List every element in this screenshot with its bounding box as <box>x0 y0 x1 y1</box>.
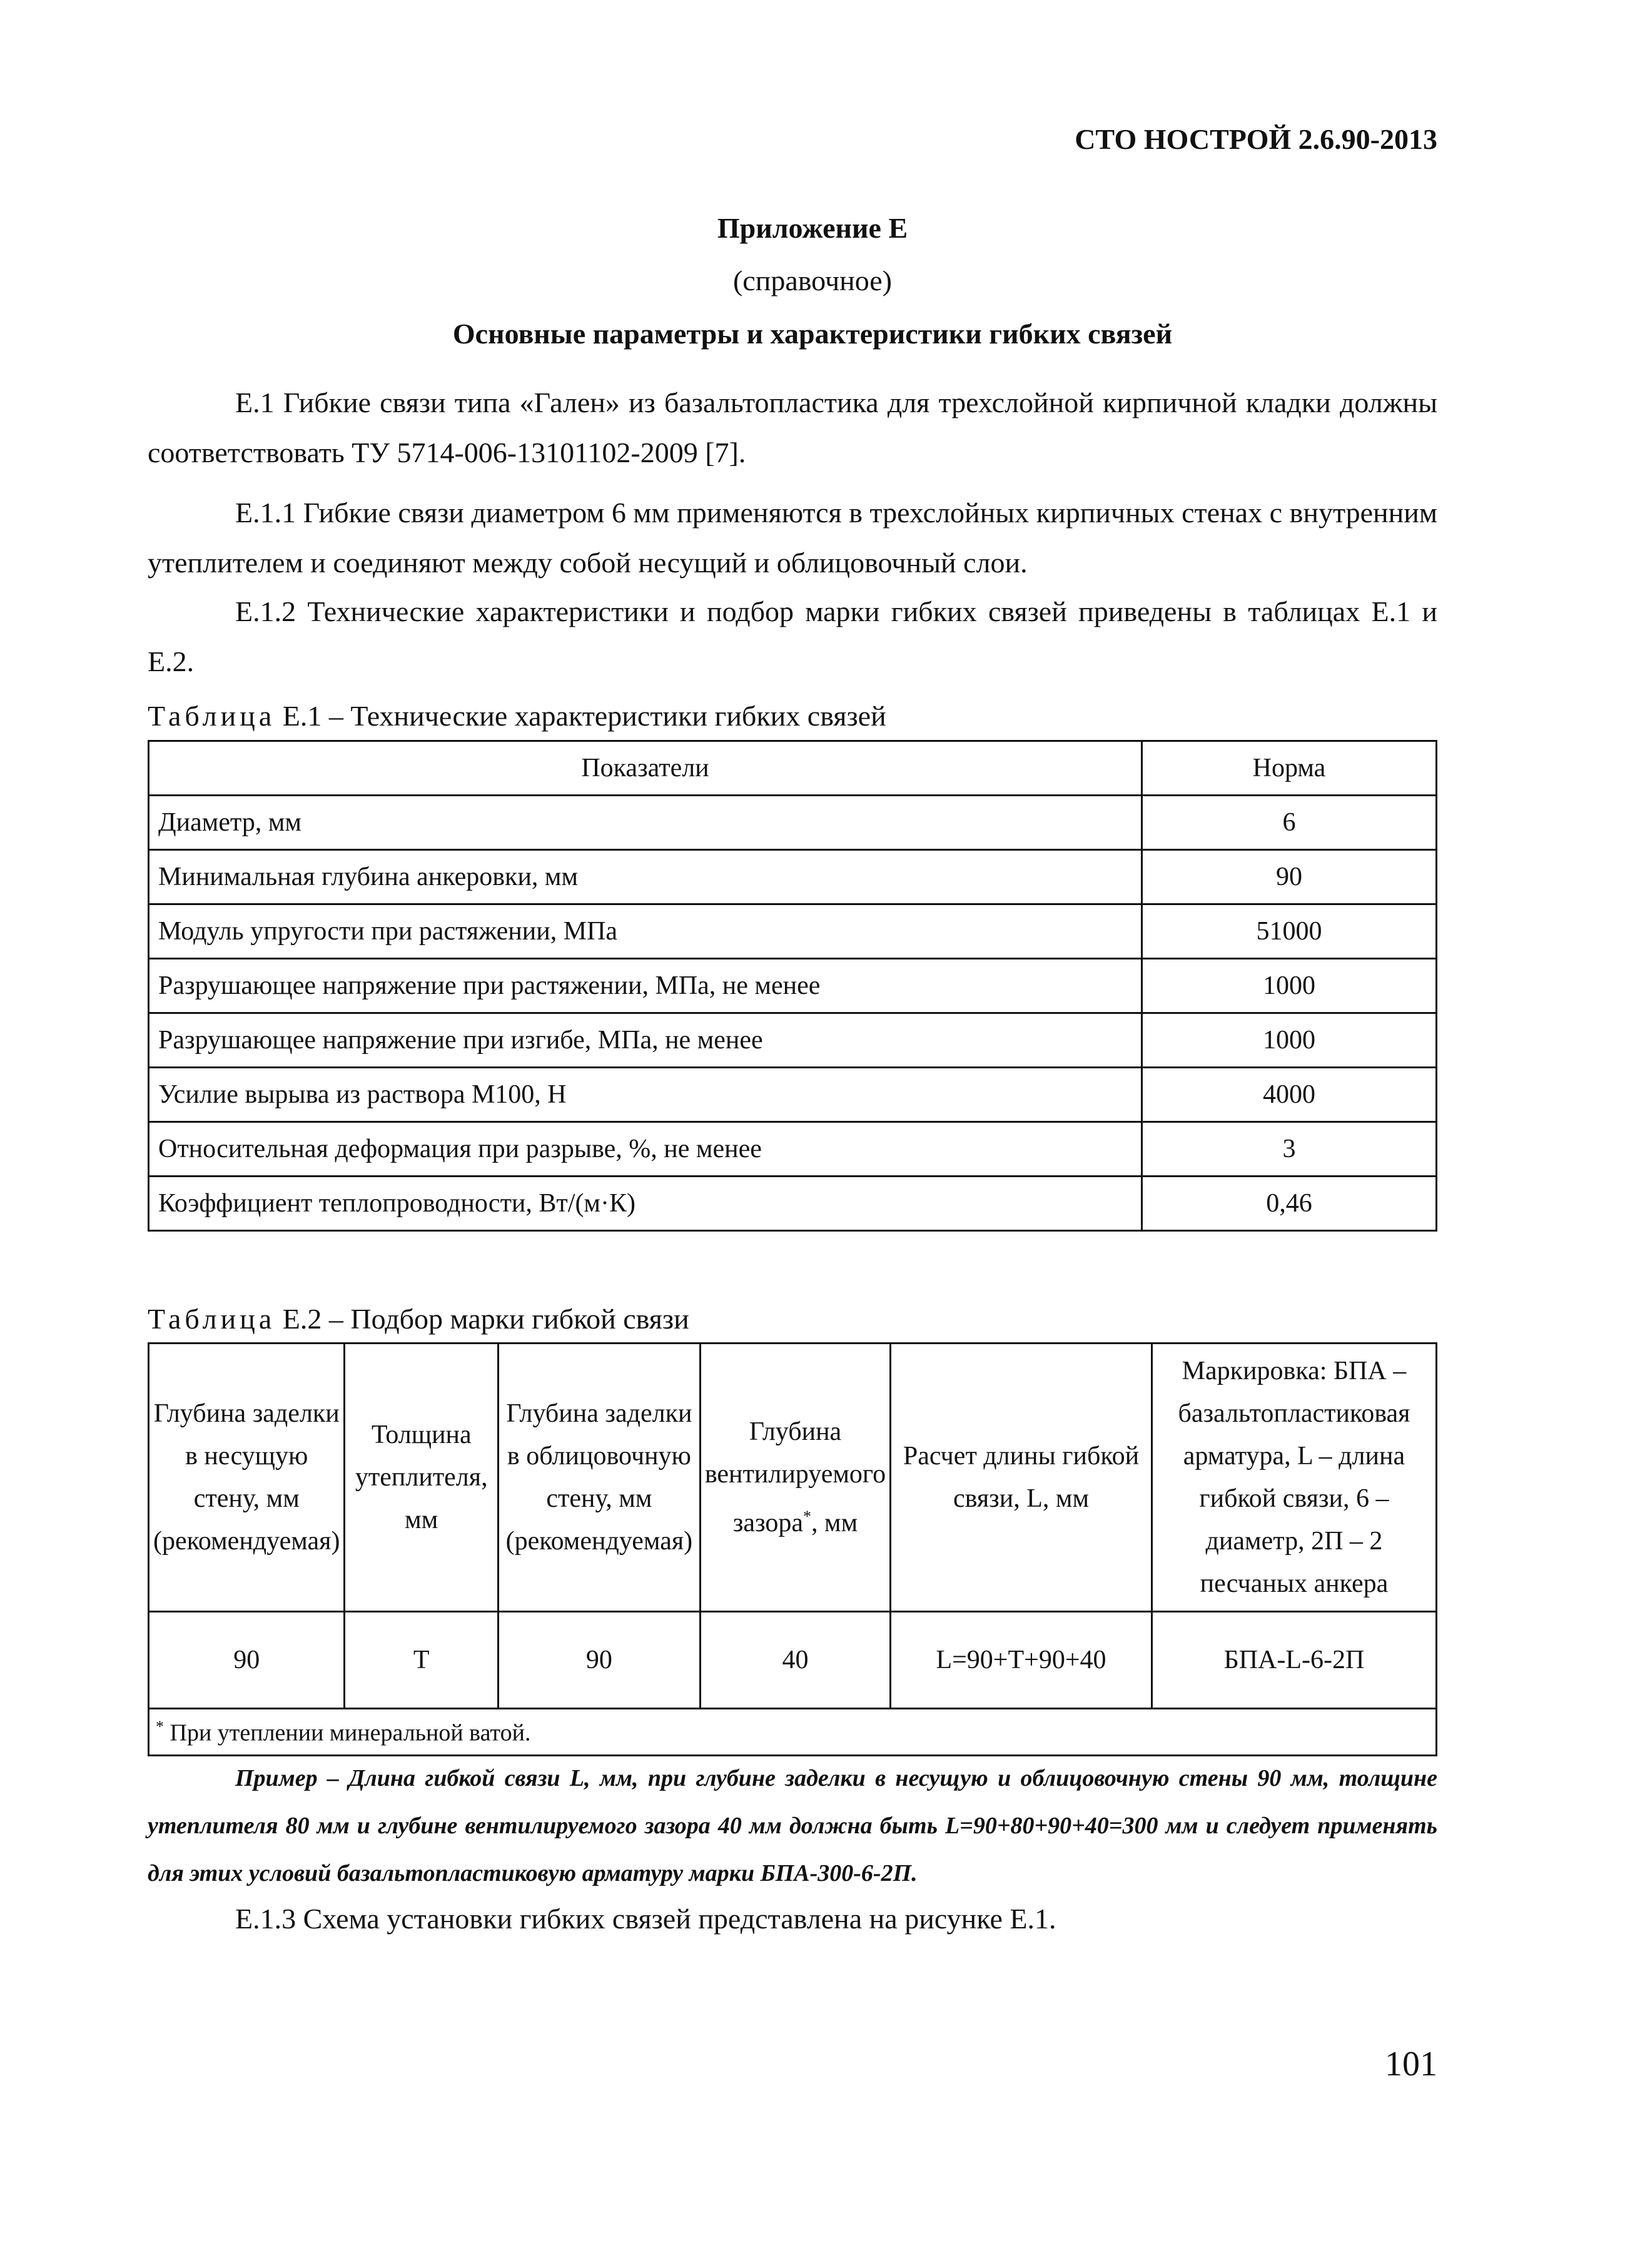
table-row <box>149 1177 1437 1231</box>
page-number: 101 <box>1385 2045 1437 2083</box>
table2-cell-bearing-depth: 90 <box>149 1612 345 1709</box>
table2-caption <box>148 1302 689 1335</box>
table1-cell-indicator: Разрушающее напряжение при растяжении, МПа, не менее <box>149 959 1142 1013</box>
table2-header-gap <box>700 1344 890 1612</box>
table1-cell-norm: 90 <box>1142 850 1437 904</box>
table1-header-norm: Норма <box>1142 741 1437 796</box>
table2-footnote <box>149 1709 1437 1756</box>
table-tie-selection <box>148 1342 1437 1756</box>
table1-cell-norm: 0,46 <box>1142 1177 1437 1231</box>
table-row <box>149 959 1437 1013</box>
standard-code: СТО НОСТРОЙ 2.6.90-2013 <box>1075 123 1437 155</box>
table1-cell-indicator: Диаметр, мм <box>149 796 1142 850</box>
table1-cell-norm: 1000 <box>1142 959 1437 1013</box>
table2-header-length-calc: Расчет длины гибкой связи, L, мм <box>891 1344 1152 1612</box>
table1-cell-indicator: Усилие вырыва из раствора М100, Н <box>149 1068 1142 1122</box>
table-row <box>149 1122 1437 1177</box>
table-row <box>149 850 1437 904</box>
table1-caption <box>148 699 886 732</box>
table2-cell-insulation: Т <box>345 1612 499 1709</box>
table1-cell-indicator: Разрушающее напряжение при изгибе, МПа, не менее <box>149 1013 1142 1068</box>
paragraph-e1: Е.1 Гибкие связи типа «Гален» из базальтопластика для трехслойной кирпичной кладки должны соответствовать ТУ 5714-006-13101102-2009 [7]. <box>148 387 1437 468</box>
table1-caption-word: Таблица <box>148 700 276 732</box>
paragraph-e1-2: Е.1.2 Технические характеристики и подбор марки гибких связей приведены в таблицах Е.1 и Е.2. <box>148 595 1437 677</box>
table-row <box>149 1612 1437 1709</box>
table2-header-gap-text: Глубина вентилируемого зазора <box>704 1417 886 1537</box>
table-row <box>149 1013 1437 1068</box>
table2-header-gap-unit: , мм <box>811 1509 858 1537</box>
table1-caption-text: Е.1 – Технические характеристики гибких связей <box>275 700 886 732</box>
table1-cell-indicator: Коэффициент теплопроводности, Вт/(м·К) <box>149 1177 1142 1231</box>
paragraph-e1-3: Е.1.3 Схема установки гибких связей представлена на рисунке Е.1. <box>235 1903 1056 1935</box>
table1-header-row <box>149 741 1437 796</box>
table1-cell-norm: 6 <box>1142 796 1437 850</box>
table2-cell-length-calc: L=90+Т+90+40 <box>891 1612 1152 1709</box>
table2-header-facing-depth: Глубина заделки в облицовочную стену, мм (рекомендуемая) <box>499 1344 701 1612</box>
table2-header-marking: Маркировка: БПА – базальтопластиковая арматура, L – длина гибкой связи, 6 – диаметр, 2П – 2 песчаных анкера <box>1152 1344 1436 1612</box>
table1-cell-indicator: Относительная деформация при разрыве, %, не менее <box>149 1122 1142 1177</box>
table2-cell-marking: БПА-L-6-2П <box>1152 1612 1436 1709</box>
table-row <box>149 904 1437 959</box>
paragraph-e1-1: Е.1.1 Гибкие связи диаметром 6 мм применяются в трехслойных кирпичных стенах с внутренним утеплителем и соединяют между собой несущий и облицовочный слои. <box>148 497 1437 579</box>
table1-cell-indicator: Модуль упругости при растяжении, МПа <box>149 904 1142 959</box>
table2-header-bearing-depth: Глубина заделки в несущую стену, мм (рекомендуемая) <box>149 1344 345 1612</box>
table2-note-row <box>149 1709 1437 1756</box>
table1-cell-norm: 1000 <box>1142 1013 1437 1068</box>
table1-cell-norm: 51000 <box>1142 904 1437 959</box>
table2-header-insulation: Толщина утеплителя, мм <box>345 1344 499 1612</box>
table-technical-characteristics <box>148 740 1437 1232</box>
footnote-mark: * <box>802 1507 811 1526</box>
appendix-type: (справочное) <box>732 265 893 296</box>
table2-footnote-text: При утеплении минеральной ватой. <box>164 1719 531 1746</box>
appendix-title: Приложение Е <box>717 212 908 244</box>
table2-caption-word: Таблица <box>148 1303 276 1335</box>
table2-cell-facing-depth: 90 <box>499 1612 701 1709</box>
table1-cell-norm: 4000 <box>1142 1068 1437 1122</box>
table-row <box>149 796 1437 850</box>
table2-header-row <box>149 1344 1437 1612</box>
table1-header-indicator: Показатели <box>149 741 1142 796</box>
example-note: Пример – Длина гибкой связи L, мм, при глубине заделки в несущую и облицовочную стены 90 мм, толщине утеплителя 80 мм и глубине вентилируемого зазора 40 мм должна быть L=90+80+90+40=300 мм и следует применять для этих условий базальтопластиковую арматуру марки БПА-300-6-2П. <box>148 1765 1437 1886</box>
appendix-heading: Основные параметры и характеристики гибких связей <box>452 318 1173 350</box>
table2-caption-text: Е.2 – Подбор марки гибкой связи <box>275 1303 689 1335</box>
table1-cell-norm: 3 <box>1142 1122 1437 1177</box>
table2-cell-gap: 40 <box>700 1612 890 1709</box>
table1-cell-indicator: Минимальная глубина анкеровки, мм <box>149 850 1142 904</box>
table-row <box>149 1068 1437 1122</box>
footnote-mark: * <box>156 1717 164 1736</box>
